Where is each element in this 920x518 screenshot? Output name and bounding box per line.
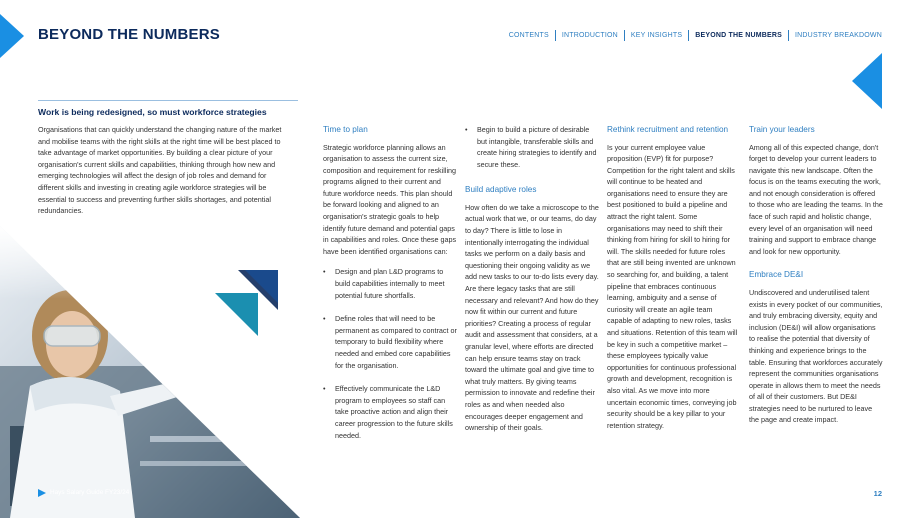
col1-paragraph: Strategic workforce planning allows an organisation to assess the current size, composition and requirement for reskilling programs aligned to their current and future workforce needs. This plan should be forward looking and aligned to an organisation's strategic goals to help identify future demand and potential gaps in capabilities and roles. Once these gaps have been identified organisations can: [323,142,457,256]
nav-divider [555,30,556,41]
scientist-illustration [0,226,300,518]
nav-contents[interactable]: CONTENTS [508,32,549,39]
triangle-accent-icon [852,53,882,109]
col2-paragraph: How often do we take a microscope to the actual work that we, or our teams, do day to day? There is little to lose in intentionally interrogating the individual tasks we perform on a daily basis and questioning their ongoing validity as we add new tasks to our to-do lists every day. Are there legacy tasks that are still necessary and relevant? And how do they now fit within our current and future priorities? Creating a process of regular audit and assessment that considers, at a granular level, where efforts are directed can help ensure teams stay on track toward the ultimate goal and give time to what truly matters. By giving teams permission to innovate and redefine their roles as and when needed also encourages deeper engagement and ownership of their goals. [465,202,599,433]
column-time-to-plan [323,124,457,453]
col2-heading: Build adaptive roles [465,185,537,195]
col3-heading: Rethink recruitment and retention [607,125,729,134]
col2-bullet: • Begin to build a picture of desirable but intangible, transferable skills and create hiring strategies to identify and secure these. [465,124,599,170]
nav-beyond-the-numbers[interactable]: BEYOND THE NUMBERS [695,32,783,39]
corner-triangle-icon [0,14,24,58]
section-divider [38,100,298,101]
footer-label: Hays Salary Guide FY23/24 [50,489,130,496]
col4-heading: Train your leaders [749,125,815,134]
col1-bullet: • Define roles that will need to be permanent as compared to contract or temporary to build flexibility where needed and embed core capabilities for the organisation. [323,313,457,371]
section-heading: Work is being redesigned, so must workforce strategies [38,107,267,117]
column-recruitment [607,124,739,440]
page-title: BEYOND THE NUMBERS [38,26,220,43]
column-leaders [749,124,883,435]
col1-bullet: • Design and plan L&D programs to build capabilities internally to meet potential future shortfalls. [323,266,457,301]
col1-bullet: • Effectively communicate the L&D program to employees so staff can take proactive action and align their career progression to the future skills needed. [323,383,457,441]
nav-industry-breakdown[interactable]: INDUSTRY BREAKDOWN [795,32,882,39]
col1-bullet-list [323,266,457,441]
nav-divider [624,30,625,41]
section-intro: Organisations that can quickly understand the changing nature of the market and mobilise teams with the right skills at the right time will be best placed to take advantage of market opportunities. By building a clear picture of your organisation's current skills and capabilities, thinking through how new and emerging technologies will affect the design of job roles and demand for different skills and investing in creating agile workforce strategies will be essential to success and preventing further skills shortages, and potential redundancies. [38,125,282,216]
col4-paragraph-2: Undiscovered and underutilised talent exists in every pocket of our communities, and truly embracing diversity, equity and inclusion (DE&I) will allow organisations to realise the potential that diversity of thinking and experience brings to the table. Ensuring that workforces accurately represent the communities organisations operate in allows them to meet the needs of all of their customers. But DE&I strategies need to be nurtured to leave the page and create impact. [749,287,883,425]
col4-paragraph: Among all of this expected change, don't forget to develop your current leaders to navigate this new landscape. Often the focus is on the teams executing the work, and not enough consideration is offered to those who are leading the teams. In the face of such rapid and holistic change, every level of an organisation will need training and support to embrace change and look for new opportunity. [749,142,883,256]
top-nav [509,30,882,41]
nav-divider [788,30,789,41]
col3-paragraph: Is your current employee value proposition (EVP) fit for purpose? Competition for the right talent and skills will continue to be heated and organisations need to ensure they are best positioned to build a pipeline and attract the right talent. Some organisations may need to shift their thinking from hiring for skill to hiring for will. The skills needed for future roles that are still being invented are unknown so searching for, and building, a talent pipeline that embraces continuous learning, ambiguity and a sense of curiosity will create an agile team capable of adapting to new roles, tasks and situations. Retention of this team will be key in such a competitive market – these employees typically value opportunities for continuous professional growth and development, recognition is also vital. As we move into more uncertain economic times, conveying job security should be a key pillar to your retention strategy. [607,142,738,430]
page-number: 12 [873,489,882,498]
nav-key-insights[interactable]: KEY INSIGHTS [630,32,683,39]
col2-bullet-list [465,124,599,170]
column-adaptive-roles [465,124,599,443]
nav-introduction[interactable]: INTRODUCTION [561,32,618,39]
col1-heading: Time to plan [323,125,368,134]
hero-photo [0,226,300,518]
nav-divider [688,30,689,41]
play-arrow-icon [38,489,46,497]
col4-heading-2: Embrace DE&I [749,270,804,280]
